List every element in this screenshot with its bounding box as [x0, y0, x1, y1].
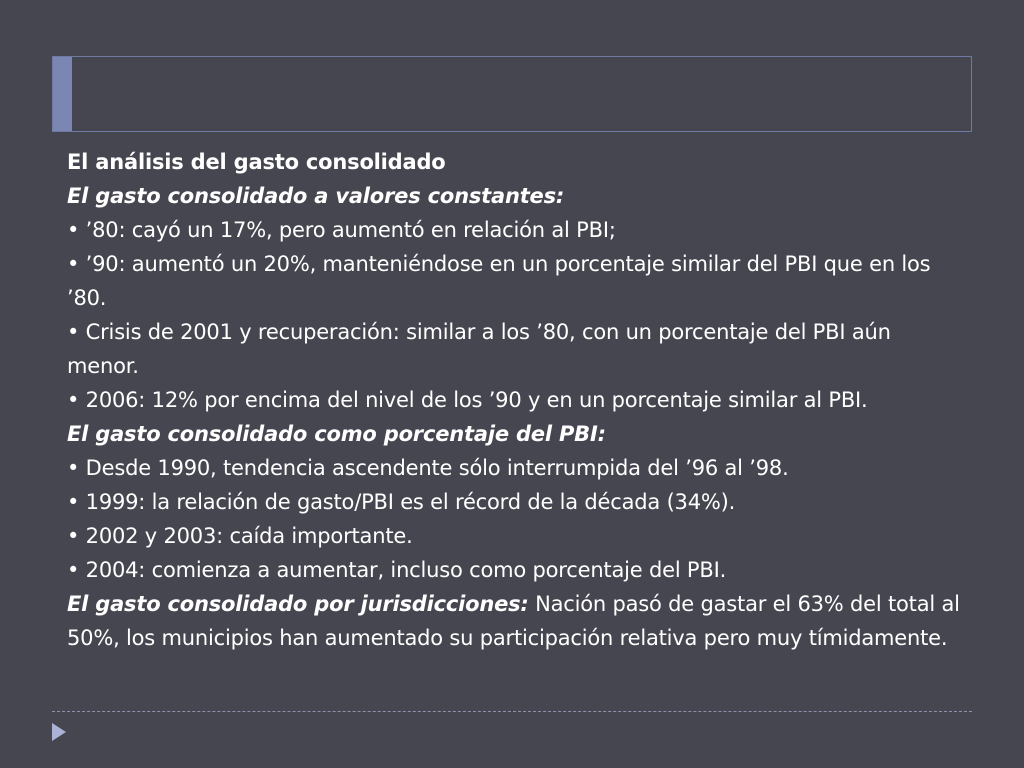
section-constant-values-title: El gasto consolidado a valores constantes: [67, 184, 565, 208]
bullet-item: • ’80: cayó un 17%, pero aumentó en relación al PBI; [67, 218, 616, 242]
bullet-item: • ’90: aumentó un 20%, manteniéndose en un porcentaje similar del PBI que en los ’80. [67, 252, 931, 310]
section-jurisdictions-text: Nación pasó de gastar el 63% del total al 50%, los municipios han aumentado su participación relativa pero muy tímidamente. [67, 592, 960, 650]
bullet-item: • 2002 y 2003: caída importante. [67, 524, 413, 548]
body-heading: El análisis del gasto consolidado [67, 150, 446, 174]
section-gdp-percentage-title: El gasto consolidado como porcentaje del PBI: [67, 422, 606, 446]
bullet-item: • 2006: 12% por encima del nivel de los ’90 y en un porcentaje similar al PBI. [67, 388, 868, 412]
bullet-item: • 2004: comienza a aumentar, incluso como porcentaje del PBI. [67, 558, 727, 582]
bullet-item: • Crisis de 2001 y recuperación: similar a los ’80, con un porcentaje del PBI aún menor. [67, 320, 891, 378]
bullet-item: • 1999: la relación de gasto/PBI es el récord de la década (34%). [67, 490, 736, 514]
slide-body [67, 145, 967, 655]
slide-title-box [52, 56, 972, 132]
section-jurisdictions-title: El gasto consolidado por jurisdicciones: [67, 592, 529, 616]
title-accent-bar [53, 57, 72, 131]
footer-divider [52, 711, 972, 712]
bullet-item: • Desde 1990, tendencia ascendente sólo interrumpida del ’96 al ’98. [67, 456, 789, 480]
section-jurisdictions-paragraph [67, 587, 967, 655]
next-slide-arrow-icon[interactable] [52, 723, 66, 741]
